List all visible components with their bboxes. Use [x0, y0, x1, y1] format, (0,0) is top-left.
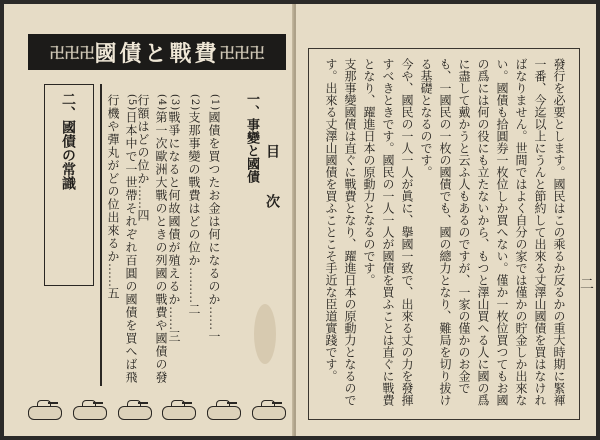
- toc-text: 日本中で一世帶それぞれ百圓の國債を買へば飛行機や彈丸がどの位出來るか: [106, 94, 138, 385]
- page-number: 二: [580, 277, 594, 293]
- toc-page: 四: [136, 209, 150, 222]
- tank-icon: [205, 398, 241, 420]
- toc-num: (1): [209, 94, 220, 112]
- tank-border: [26, 398, 286, 426]
- toc-num: (5): [126, 94, 137, 112]
- toc-item-2[interactable]: (2)支那事變の戰費はどの位か………二: [187, 94, 201, 317]
- banner-decoration: 卍卍卍: [49, 43, 95, 62]
- tank-icon: [250, 398, 286, 420]
- divider-line: [100, 84, 102, 386]
- toc-item-3[interactable]: (3)戰爭になると何故國債が殖えるか……三: [167, 94, 181, 344]
- toc-page: 二: [187, 303, 201, 317]
- toc-text: 戰爭になると何故國債が殖えるか: [167, 111, 181, 307]
- toc-page: 五: [106, 287, 120, 300]
- toc-item-5[interactable]: (5)日本中で一世帶それぞれ百圓の國債を買へば飛行機や彈丸がどの位出來るか……五: [106, 94, 138, 385]
- banner-decoration-right: 卍卍卍: [219, 43, 265, 62]
- tank-icon: [160, 398, 196, 420]
- toc-item-1[interactable]: (1)國債を買つたお金は何になるのか……一: [207, 94, 221, 344]
- paragraph: 支那事變國債は直ぐに戰費となり、躍進日本の原動力となるのです。出來る丈澤山國債を買ふことこそ手近な臣道實踐です。: [324, 58, 357, 406]
- toc-num: (2): [189, 94, 200, 112]
- section-heading-2: 二、國債の常識: [60, 92, 76, 190]
- right-page: [296, 4, 596, 436]
- tank-icon: [116, 398, 152, 420]
- toc-page: 三: [167, 330, 181, 344]
- toc-num: (3): [169, 94, 180, 112]
- toc-page: 一: [207, 330, 221, 344]
- paragraph: 今や、國民の一人一人が眞に、擧國一致で、出來る丈の力を發揮すべきときです。國民の一人一人が國債を買ふことは直ぐに戰費となり、躍進日本の原動力となるのです。: [362, 58, 414, 406]
- tank-icon: [71, 398, 107, 420]
- toc-num: (4): [156, 94, 167, 112]
- toc-title: 目次: [264, 144, 280, 244]
- body-text: [321, 58, 568, 408]
- left-page: [4, 4, 295, 436]
- tank-icon: [26, 398, 62, 420]
- title-banner: [28, 34, 286, 70]
- paragraph: 發行を必要とします。國民はこの乘るか反るかの重大時期に緊褌一番、今迄以上にうんと節約して出來る丈澤山國債を買はなければなりません。世間ではよく自分の家では僅かの貯金しか出來ない。國債も拾圓券一枚位しか買へない。僅か一枚位買つてもお國の爲には何の役にも立たないから、もつと澤山買へる人に國の爲に盡して戴かうと云ふ人もあるのですが、一家の僅かのお金でも、一國民の一枚の國債でも、國の總力となり、難局を切り拔ける基礎となるのです。: [419, 58, 566, 406]
- section-heading-1: 一、事變と國債: [244, 92, 259, 183]
- toc-item-4[interactable]: (4)第一次歐洲大戰のときの列國の戰費や國債の發行額はどの位か……四: [136, 94, 168, 385]
- banner-title: 國債と戰費: [94, 40, 220, 67]
- paper-stain: [254, 304, 276, 364]
- toc-text: 支那事變の戰費はどの位か: [187, 111, 201, 268]
- toc-text: 第一次歐洲大戰のときの列國の戰費や國債の發行額はどの位か: [136, 94, 168, 385]
- toc-text: 國債を買つたお金は何になるのか: [207, 111, 221, 307]
